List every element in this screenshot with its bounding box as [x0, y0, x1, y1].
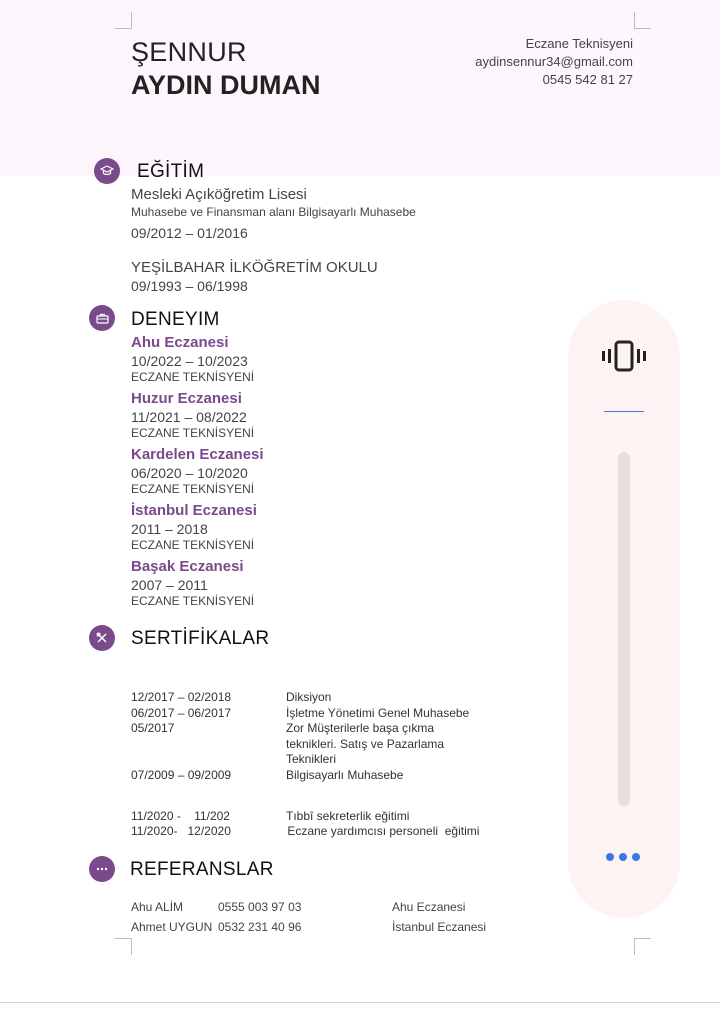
- reference-place: İstanbul Eczanesi: [392, 920, 487, 934]
- certificate-dates: 12/2017 – 02/2018: [131, 690, 232, 704]
- job-title: Eczane Teknisyeni: [525, 36, 633, 51]
- certificate-name: Zor Müşterilerle başa çıkma: [286, 721, 435, 735]
- experience-role: ECZANE TEKNİSYENİ: [131, 426, 255, 440]
- education-dates: 09/2012 – 01/2016: [131, 225, 248, 241]
- certificate-dates: 11/2020 - 11/202: [131, 809, 230, 823]
- education-school: YEŞİLBAHAR İLKÖĞRETİM OKULU: [131, 259, 378, 276]
- more-horizontal-icon: [89, 856, 115, 882]
- experience-dates: 2007 – 2011: [131, 577, 208, 593]
- crop-mark-top-right: [634, 12, 651, 29]
- experience-company: Kardelen Eczanesi: [131, 446, 264, 463]
- experience-company: İstanbul Eczanesi: [131, 502, 257, 519]
- certificate-dates: 06/2017 – 06/2017: [131, 706, 232, 720]
- crop-mark-bottom-right: [634, 938, 651, 955]
- certificate-dates: 05/2017: [131, 721, 175, 735]
- certificate-name: İşletme Yönetimi Genel Muhasebe: [286, 706, 470, 720]
- experience-company: Ahu Eczanesi: [131, 334, 229, 351]
- certificate-name: Diksiyon: [286, 690, 332, 704]
- experience-dates: 06/2020 – 10/2020: [131, 465, 248, 481]
- last-name: AYDIN DUMAN: [131, 70, 321, 100]
- graduation-cap-icon: [94, 158, 120, 184]
- scrollbar-track[interactable]: [618, 452, 630, 806]
- crop-mark-bottom-left: [115, 938, 132, 955]
- side-divider: [604, 411, 644, 412]
- experience-company: Başak Eczanesi: [131, 558, 244, 575]
- experience-role: ECZANE TEKNİSYENİ: [131, 482, 255, 496]
- experience-dates: 11/2021 – 08/2022: [131, 409, 247, 425]
- email: aydinsennur34@gmail.com: [475, 54, 633, 69]
- contact-block: [475, 35, 633, 89]
- vibrate-icon[interactable]: [602, 340, 646, 377]
- more-dots-icon[interactable]: [606, 853, 640, 861]
- certificate-name-line3: Teknikleri: [286, 752, 337, 766]
- briefcase-icon: [89, 305, 115, 331]
- certificate-name: Eczane yardımcısı personeli eğitimi: [284, 824, 480, 838]
- tools-icon: [89, 625, 115, 651]
- first-name: ŞENNUR: [131, 37, 247, 67]
- experience-role: ECZANE TEKNİSYENİ: [131, 538, 255, 552]
- experience-dates: 2011 – 2018: [131, 521, 208, 537]
- reference-name: Ahmet UYGUN: [131, 920, 213, 934]
- reference-phone: 0555 003 97 03: [218, 900, 302, 914]
- reference-name: Ahu ALİM: [131, 900, 184, 914]
- crop-mark-top-left: [115, 12, 132, 29]
- certificate-name: Tıbbî sekreterlik eğitimi: [286, 809, 410, 823]
- page-bottom-divider: [0, 1002, 720, 1003]
- experience-company: Huzur Eczanesi: [131, 390, 242, 407]
- experience-dates: 10/2022 – 10/2023: [131, 353, 248, 369]
- education-title: EĞİTİM: [137, 161, 205, 182]
- certificate-name: Bilgisayarlı Muhasebe: [286, 768, 404, 782]
- phone: 0545 542 81 27: [542, 72, 633, 87]
- education-dates: 09/1993 – 06/1998: [131, 278, 248, 294]
- reference-place: Ahu Eczanesi: [392, 900, 466, 914]
- certificate-dates: 11/2020- 12/2020: [131, 824, 231, 838]
- certificate-name-line2: teknikleri. Satış ve Pazarlama: [286, 737, 445, 751]
- reference-phone: 0532 231 40 96: [218, 920, 302, 934]
- references-title: REFERANSLAR: [130, 859, 274, 880]
- experience-role: ECZANE TEKNİSYENİ: [131, 370, 255, 384]
- certificates-title: SERTİFİKALAR: [131, 628, 270, 649]
- experience-role: ECZANE TEKNİSYENİ: [131, 594, 255, 608]
- education-detail: Muhasebe ve Finansman alanı Bilgisayarlı Muhasebe: [131, 205, 416, 219]
- certificate-dates: 07/2009 – 09/2009: [131, 768, 232, 782]
- education-school: Mesleki Açıköğretim Lisesi: [131, 186, 307, 203]
- experience-title: DENEYIM: [131, 309, 220, 330]
